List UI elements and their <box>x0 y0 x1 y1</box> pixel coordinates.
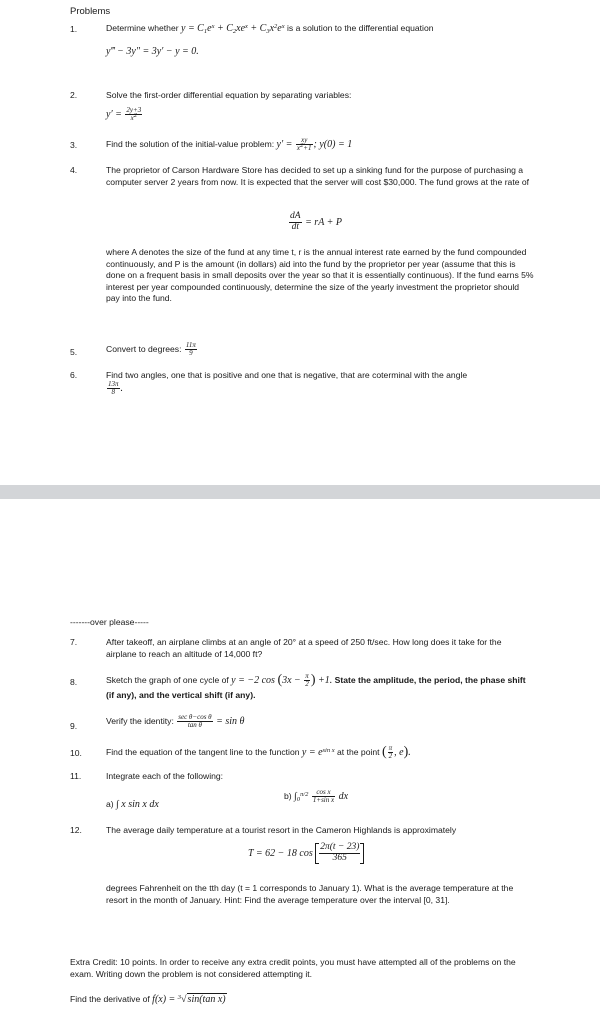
problem-2-statement: Solve the first-order differential equation by separating variables: <box>106 90 352 100</box>
problem-11-statement: Integrate each of the following: <box>106 771 224 781</box>
problem-11b: b) $\int_0^{\pi/2}$ $\frac{\text{cos x}}{\text{1+sin x}}$ dx <box>284 788 349 805</box>
problem-2-number: 2. <box>70 90 78 100</box>
page-separator <box>0 485 600 499</box>
problem-12-temperature-formula: T = 62 − 18 cos $\frac{2\pi(t - 23)}{365}$ <box>248 843 364 864</box>
problem-12-body: degrees Fahrenheit on the tth day (t = 1 corresponds to January 1). What is the average temperature at the resort in the month of January. Hint: Find the average temperature over the interval [0, 31]. <box>106 883 514 905</box>
section-title: Problems <box>70 6 111 17</box>
problem-10-number: 10. <box>70 748 82 758</box>
problem-1-number: 1. <box>70 24 78 34</box>
exam-page-2 <box>0 499 600 1024</box>
problem-9-number: 9. <box>70 721 78 731</box>
problem-12-number: 12. <box>70 825 82 835</box>
extra-credit-problem: Find the derivative of f(x) = $^3$√sin(tan x) <box>70 994 226 1006</box>
problem-8-number: 8. <box>70 677 78 687</box>
problem-1-equation: y‴ − 3y″ = 3y′ − y = 0. <box>106 46 199 57</box>
problem-3-statement: Find the solution of the initial-value problem: y′ = $\frac{xy}{x^2+1}$ ; y(0) = 1 <box>106 136 353 153</box>
problem-11a: a) ∫ x sin x dx <box>106 799 159 810</box>
problem-5-number: 5. <box>70 347 78 357</box>
problem-6-statement: Find two angles, one that is positive and one that is negative, that are coterminal with the angle <box>106 370 468 380</box>
problem-10-statement: Find the equation of the tangent line to the function $y = e^{sin x}$ at the point ( $\frac{\pi}{2}$ , e). <box>106 743 411 760</box>
problem-7-number: 7. <box>70 637 78 647</box>
problem-7-statement: After takeoff, an airplane climbs at an angle of 20° at a speed of 250 ft/sec. How long does it take for the airplane to reach an altitude of 14,000 ft? <box>106 637 502 659</box>
extra-credit-note: Extra Credit: 10 points. In order to receive any extra credit points, you must have attempted all of the problems on the exam. Writing down the problem is not considered attempting it. <box>70 957 516 979</box>
problem-12-intro: The average daily temperature at a tourist resort in the Cameron Highlands is approximately <box>106 825 457 835</box>
exam-page-1 <box>0 0 600 485</box>
problem-9-statement: Verify the identity: $\frac{\text{sec θ−cos θ}}{\text{tan θ}}$ = sin θ <box>106 713 245 730</box>
problem-5-statement: Convert to degrees: $\frac{11\pi}{9}$ <box>106 341 196 358</box>
problem-11-number: 11. <box>70 771 82 781</box>
problem-3-number: 3. <box>70 140 78 150</box>
problem-4-intro: The proprietor of Carson Hardware Store has decided to set up a sinking fund for the purpose of purchasing a computer server 2 years from now. It is expected that the server will cost $30,000. The fund grows at the rate of <box>106 165 530 187</box>
problem-4-number: 4. <box>70 165 78 175</box>
problem-6-number: 6. <box>70 370 78 380</box>
problem-2-equation: y′ = $\frac{2y+3}{x^2}$ <box>106 106 142 123</box>
over-please-note: -------over please----- <box>70 617 149 627</box>
problem-1-statement: Determine whether $y = C_1e^x + C_2xe^x + C_3x^2e^x$ is a solution to the differential equation <box>106 23 434 35</box>
problem-4-body: where A denotes the size of the fund at any time t, r is the annual interest rate earned by the fund compounded continuously, and P is the amount (in dollars) aid into the fund by the proprietor per year (assume that this is done on a frequent basis in small deposits over the year so that it is essentially continuous). If the fund earns 5% interest per year compounded continuously, determine the size of the yearly investment the proprietor should pay into the fund. <box>106 247 534 304</box>
problem-8-statement: Sketch the graph of one cycle of y = −2 cos (3x − $\frac{\pi}{2}$ ) +1. State the amplitude, the period, the phase shift (if any), and the vertical shift (if any). <box>106 671 526 700</box>
problem-4-rate-equation: $\frac{dA}{dt}$ = rA + P <box>290 211 342 232</box>
problem-6-angle: $\frac{13\pi}{8}$ . <box>108 380 124 397</box>
